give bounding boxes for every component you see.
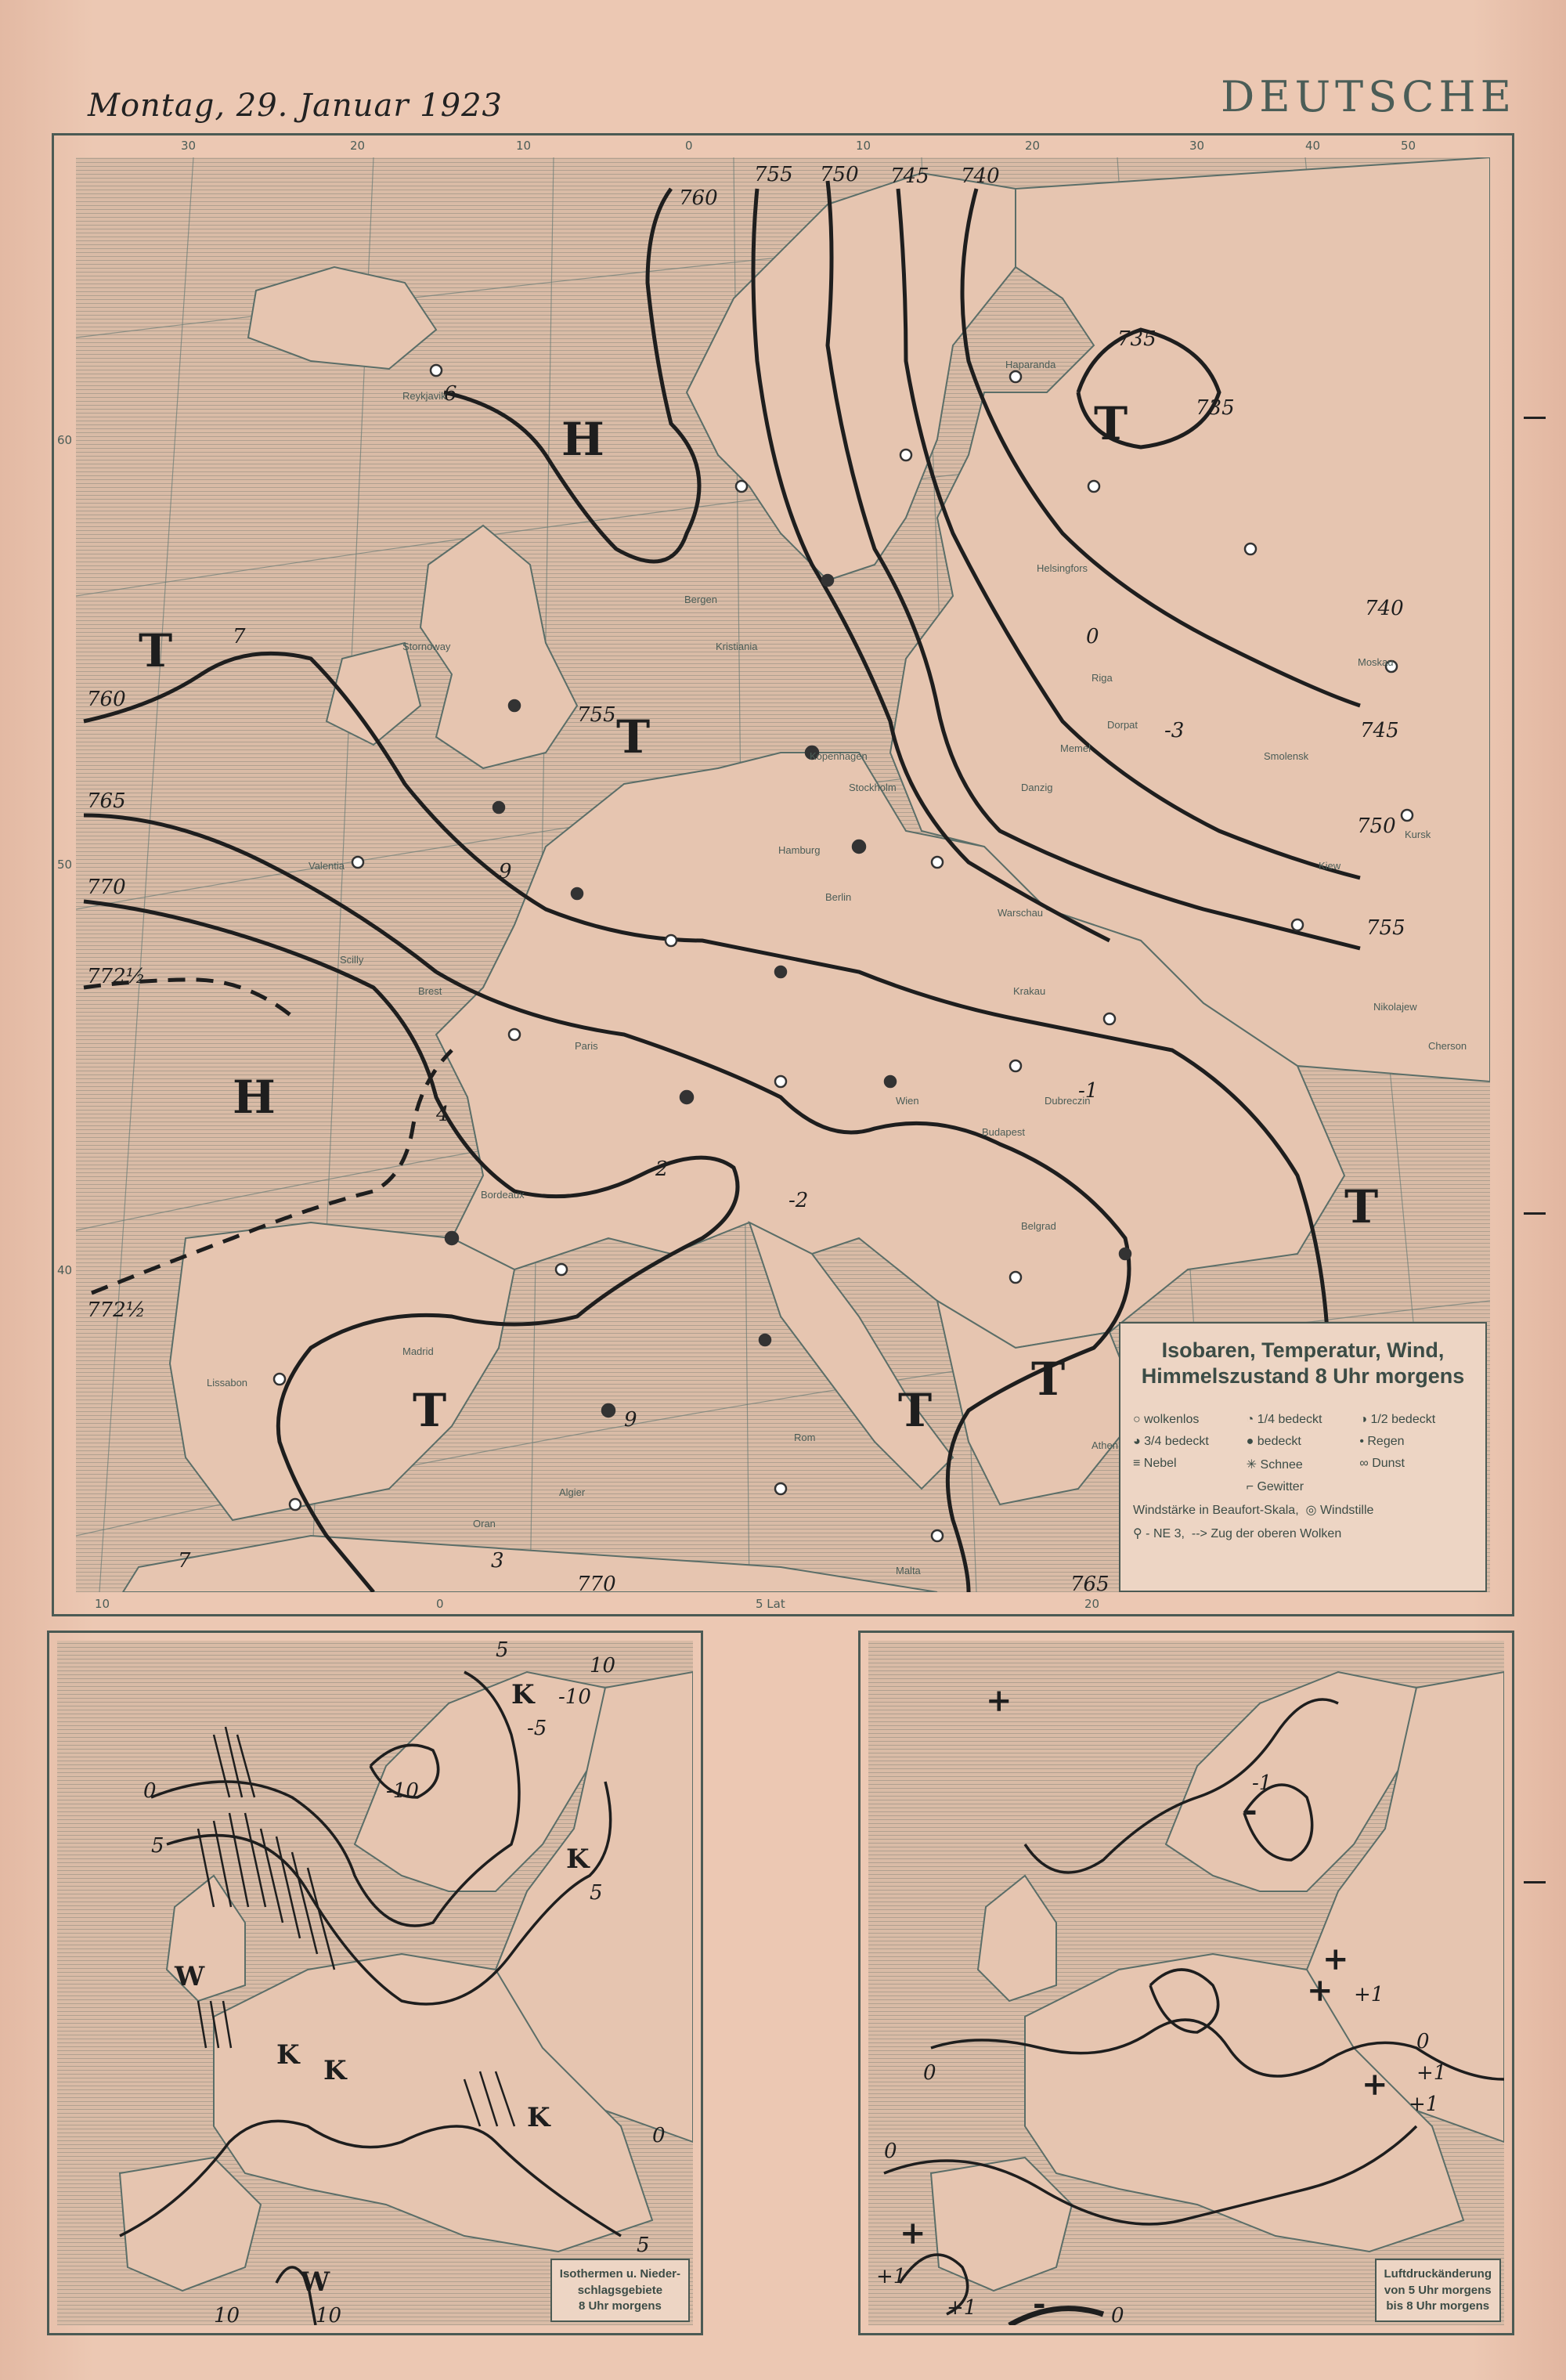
station-marker <box>493 802 504 813</box>
low-pressure-symbol: T <box>616 710 651 764</box>
low-pressure-symbol: T <box>1344 1180 1379 1233</box>
low-pressure-symbol: T <box>898 1384 933 1437</box>
place-name: Danzig <box>1021 782 1053 793</box>
low-pressure-symbol: T <box>1094 397 1128 450</box>
place-name: Cherson <box>1428 1040 1467 1052</box>
iceland <box>248 267 436 369</box>
pressure-change-label: 0 <box>884 2140 897 2163</box>
isobar-label: 770 <box>577 1573 616 1592</box>
station-marker <box>1010 371 1021 382</box>
station-marker <box>775 1483 786 1494</box>
legend-item: • Regen <box>1359 1434 1405 1448</box>
place-name: Wien <box>896 1095 919 1107</box>
place-name: Nikolajew <box>1373 1001 1417 1013</box>
change-sign: + <box>1322 1941 1349 1977</box>
legend-item-label: 3/4 bedeckt <box>1144 1434 1209 1448</box>
temperature-mark: 6 <box>444 382 457 406</box>
temperature-mark: 4 <box>436 1103 449 1126</box>
station-marker <box>1120 1248 1131 1259</box>
station-marker <box>1010 1060 1021 1071</box>
legend-item-label: Schnee <box>1260 1457 1303 1472</box>
caption-line: Luftdruckänderung <box>1384 2267 1492 2281</box>
britain <box>420 525 577 768</box>
station-marker <box>853 840 865 853</box>
place-name: Kristiania <box>716 641 758 652</box>
change-sign: - <box>1033 2285 1046 2322</box>
longitude-label: 20 <box>350 139 366 153</box>
place-name: Dorpat <box>1107 719 1138 731</box>
temperature-mark: -1 <box>1078 1079 1099 1103</box>
isobar-label: 740 <box>1365 597 1404 620</box>
legend-item-label: 1/4 bedeckt <box>1257 1412 1322 1426</box>
high-pressure-symbol: H <box>561 413 604 466</box>
isotherm-label: 5 <box>637 2234 650 2257</box>
place-name: Reykjavik <box>402 390 446 402</box>
temperature-mark: -2 <box>788 1189 809 1212</box>
temperature-mark: 3 <box>491 1549 504 1573</box>
station-marker <box>885 1076 896 1087</box>
station-marker <box>806 746 818 759</box>
change-sign: + <box>900 2215 926 2252</box>
latitude-label: 40 <box>57 1263 73 1277</box>
legend-wind-scale: Windstärke in Beaufort-Skala, <box>1133 1503 1299 1517</box>
isobar-label: 772½ <box>87 965 146 988</box>
longitude-label: 40 <box>1305 139 1321 153</box>
station-marker <box>509 700 520 711</box>
place-name: Moskau <box>1358 656 1394 668</box>
longitude-label: 10 <box>856 139 871 153</box>
station-marker <box>666 935 677 946</box>
low-pressure-symbol: T <box>139 624 173 677</box>
pressure-change-line <box>1009 2309 1103 2325</box>
isobar-760-north <box>444 189 699 562</box>
map-legend <box>1119 1322 1487 1592</box>
region-marker: K <box>276 2039 300 2071</box>
header-title: DEUTSCHE <box>1220 72 1516 121</box>
longitude-label: 20 <box>1084 1597 1100 1611</box>
isobar-label: 755 <box>1366 916 1405 940</box>
isotherm-label: -5 <box>527 1717 547 1740</box>
latitude-label: 60 <box>57 433 73 447</box>
place-name: Lissabon <box>207 1377 248 1389</box>
longitude-label: 10 <box>95 1597 110 1611</box>
place-name: Athen <box>1092 1439 1118 1451</box>
temperature-mark: 7 <box>178 1549 191 1573</box>
place-name: Belgrad <box>1021 1220 1056 1232</box>
place-name: Kopenhagen <box>810 750 868 762</box>
region-marker: K <box>323 2055 347 2086</box>
pressure-change-map-area <box>868 1641 1504 2325</box>
station-marker <box>680 1091 693 1103</box>
station-marker <box>1088 481 1099 492</box>
isobar-label: 760 <box>679 186 718 210</box>
pressure-change-label: 0 <box>923 2061 936 2085</box>
legend-item-label: Dunst <box>1372 1456 1405 1470</box>
temperature-mark: 9 <box>624 1408 637 1432</box>
place-name: Algier <box>559 1486 586 1498</box>
caption-line: bis 8 Uhr morgens <box>1386 2299 1490 2313</box>
legend-item: ✳ Schnee <box>1246 1457 1303 1472</box>
temperature-mark: 0 <box>1086 625 1099 648</box>
place-name: Helsingfors <box>1037 562 1088 574</box>
iberia <box>170 1223 514 1520</box>
station-marker <box>290 1499 301 1510</box>
isobar-label: 735 <box>1196 396 1235 420</box>
place-name: Riga <box>1092 672 1113 684</box>
isobar-label: 755 <box>754 163 793 186</box>
place-name: Krakau <box>1013 985 1046 997</box>
place-name: Malta <box>896 1565 921 1576</box>
region-marker: K <box>511 1679 535 1710</box>
place-name: Bergen <box>684 594 717 605</box>
longitude-label: 5 Lat <box>756 1597 785 1611</box>
isotherm-map <box>47 1631 703 2335</box>
isotherm-label: -10 <box>386 1779 419 1803</box>
station-marker <box>556 1264 567 1275</box>
longitude-label: 30 <box>181 139 197 153</box>
place-name: Brest <box>418 985 442 997</box>
pressure-change-label: +1 <box>1416 2061 1447 2085</box>
place-name: Memel <box>1060 742 1092 754</box>
pressure-change-label: 0 <box>1111 2304 1124 2325</box>
station-marker <box>822 575 833 586</box>
station-marker <box>509 1029 520 1040</box>
legend-calm: Windstille <box>1319 1503 1374 1517</box>
low-pressure-symbol: T <box>1031 1353 1066 1406</box>
station-marker <box>1292 919 1303 930</box>
legend-title-line1: Isobaren, Temperatur, Wind, <box>1161 1338 1445 1362</box>
isobar-label: 745 <box>890 164 929 188</box>
place-name: Stornoway <box>402 641 451 652</box>
legend-item: ○ wolkenlos <box>1133 1412 1200 1426</box>
place-name: Bordeaux <box>481 1189 525 1201</box>
legend-item: ⌐ Gewitter <box>1246 1479 1304 1493</box>
temperature-mark: 9 <box>499 860 512 883</box>
top-longitude-scale <box>54 139 1512 154</box>
pressure-change-label: +1 <box>947 2296 977 2320</box>
legend-item-label: Regen <box>1367 1434 1405 1448</box>
isobar-label: 750 <box>1357 814 1396 838</box>
bottom-longitude-scale <box>54 1597 1512 1613</box>
edge-tick <box>1524 1881 1546 1883</box>
isotherm-svg <box>57 1641 693 2325</box>
caption-line: schlagsgebiete <box>577 2283 663 2297</box>
legend-upper-clouds: Zug der oberen Wolken <box>1211 1526 1342 1540</box>
handwritten-date: Montag, 29. Januar 1923 <box>88 88 503 124</box>
station-marker <box>431 365 442 376</box>
station-marker <box>352 857 363 868</box>
edge-tick <box>1524 417 1546 419</box>
isotherm-label: 10 <box>590 1654 616 1678</box>
isotherm-label: 10 <box>316 2304 342 2325</box>
place-name: Dubreczin <box>1045 1095 1091 1107</box>
legend-item-label: Nebel <box>1143 1456 1177 1470</box>
north-africa <box>123 1536 937 1592</box>
pressure-change-label: +1 <box>876 2265 907 2288</box>
legend-item-label: 1/2 bedeckt <box>1370 1412 1436 1426</box>
place-name: Rom <box>794 1432 816 1443</box>
longitude-label: 50 <box>1401 139 1416 153</box>
isotherm-label: -10 <box>558 1685 591 1709</box>
legend-item: ◑ 1/2 bedeckt <box>1359 1412 1436 1426</box>
place-name: Madrid <box>402 1345 434 1357</box>
low-pressure-symbol: T <box>413 1384 447 1437</box>
place-name: Paris <box>575 1040 598 1052</box>
pressure-change-svg <box>868 1641 1504 2325</box>
change-sign: - <box>1244 1792 1257 1829</box>
station-marker <box>736 481 747 492</box>
change-sign: + <box>1307 1972 1333 2009</box>
isobar-label: 745 <box>1360 719 1399 742</box>
region-marker: K <box>527 2102 550 2133</box>
isotherm-label: 5 <box>496 1641 509 1662</box>
legend-title-line2: Himmelszustand 8 Uhr morgens <box>1141 1363 1465 1388</box>
station-marker <box>1010 1272 1021 1283</box>
place-name: Haparanda <box>1005 359 1056 370</box>
isobar-label: 760 <box>87 688 126 711</box>
station-marker <box>602 1404 615 1417</box>
isobar-label: 765 <box>1070 1573 1110 1592</box>
place-name: Berlin <box>825 891 852 903</box>
latitude-label: 50 <box>57 858 73 872</box>
station-marker <box>1386 661 1397 672</box>
legend-wind-example: - NE 3, <box>1146 1526 1185 1540</box>
pressure-change-label: +1 <box>1409 2093 1439 2116</box>
iberia <box>931 2158 1072 2291</box>
region-marker: W <box>175 1961 205 1992</box>
legend-wind-line: Windstärke in Beaufort-Skala, ◎ Windstille <box>1133 1503 1374 1517</box>
pressure-change-label: 0 <box>1416 2030 1430 2053</box>
isotherm-label: 5 <box>151 1834 164 1858</box>
station-marker <box>1104 1013 1115 1024</box>
place-name: Smolensk <box>1264 750 1309 762</box>
isotherm-map-area <box>57 1641 693 2325</box>
station-marker <box>775 1076 786 1087</box>
isotherm-label: 10 <box>214 2304 240 2325</box>
place-name: Hamburg <box>778 844 821 856</box>
isotherm-caption <box>550 2259 690 2322</box>
longitude-label: 30 <box>1189 139 1205 153</box>
isobar-label: 765 <box>87 789 126 813</box>
longitude-label: 20 <box>1025 139 1041 153</box>
caption-line: von 5 Uhr morgens <box>1384 2283 1492 2297</box>
station-marker <box>932 1530 943 1541</box>
place-name: Kursk <box>1405 829 1431 840</box>
station-marker <box>932 857 943 868</box>
legend-item: ∞ Dunst <box>1359 1456 1405 1470</box>
change-sign: + <box>986 1682 1012 1719</box>
temperature-mark: 7 <box>233 625 246 648</box>
legend-item-label: Gewitter <box>1257 1479 1304 1493</box>
isobar-label: 772½ <box>87 1298 146 1322</box>
isotherm-label: 5 <box>590 1881 603 1905</box>
longitude-label: 10 <box>516 139 532 153</box>
place-name: Oran <box>473 1518 496 1529</box>
station-marker <box>446 1232 458 1244</box>
station-marker <box>274 1374 285 1385</box>
latitude-scale <box>57 135 76 1614</box>
britain <box>978 1876 1056 2001</box>
pressure-change-caption <box>1375 2259 1502 2322</box>
caption-line: Isothermen u. Nieder- <box>559 2267 680 2281</box>
edge-tick <box>1524 1212 1546 1215</box>
legend-item: ≡ Nebel <box>1133 1456 1177 1470</box>
isobar-label: 735 <box>1117 327 1156 351</box>
isobar-label: 740 <box>961 164 1000 188</box>
pressure-change-label: -1 <box>1252 1771 1272 1795</box>
legend-item: ◕ 3/4 bedeckt <box>1133 1434 1209 1448</box>
pressure-change-map <box>858 1631 1514 2335</box>
legend-wind-example-line: ⚲ - NE 3, --> Zug der oberen Wolken <box>1133 1526 1342 1540</box>
caption-line: 8 Uhr morgens <box>578 2299 662 2313</box>
isotherm-label: 0 <box>143 1779 157 1803</box>
region-marker: W <box>300 2266 330 2298</box>
legend-item: ◔ 1/4 bedeckt <box>1246 1412 1322 1426</box>
station-marker <box>1402 810 1413 821</box>
longitude-label: 0 <box>436 1597 444 1611</box>
longitude-label: 0 <box>685 139 693 153</box>
station-marker <box>760 1334 770 1345</box>
place-name: Warschau <box>998 907 1044 919</box>
region-marker: K <box>566 1844 590 1875</box>
place-name: Stockholm <box>849 782 897 793</box>
change-sign: + <box>1362 2066 1388 2103</box>
pressure-change-label: +1 <box>1354 1983 1384 2006</box>
legend-item: ● bedeckt <box>1246 1434 1301 1448</box>
main-weather-map <box>52 133 1514 1616</box>
temperature-mark: -3 <box>1164 719 1185 742</box>
isotherm-label: 0 <box>652 2124 666 2147</box>
temperature-mark: 2 <box>655 1157 669 1181</box>
place-name: Kiew <box>1319 860 1341 872</box>
legend-symbols <box>1133 1413 1473 1494</box>
station-marker <box>572 888 583 899</box>
place-name: Budapest <box>982 1126 1025 1138</box>
isobar-label: 750 <box>820 163 859 186</box>
isobar-label: 755 <box>577 703 616 727</box>
station-marker <box>900 450 911 460</box>
station-marker <box>1245 544 1256 554</box>
legend-item-label: bedeckt <box>1257 1434 1301 1448</box>
high-pressure-symbol: H <box>233 1071 276 1124</box>
isobar-label: 770 <box>87 876 126 899</box>
place-name: Valentia <box>309 860 345 872</box>
legend-item-label: wolkenlos <box>1144 1412 1200 1426</box>
station-marker <box>775 966 786 977</box>
place-name: Scilly <box>340 954 364 966</box>
